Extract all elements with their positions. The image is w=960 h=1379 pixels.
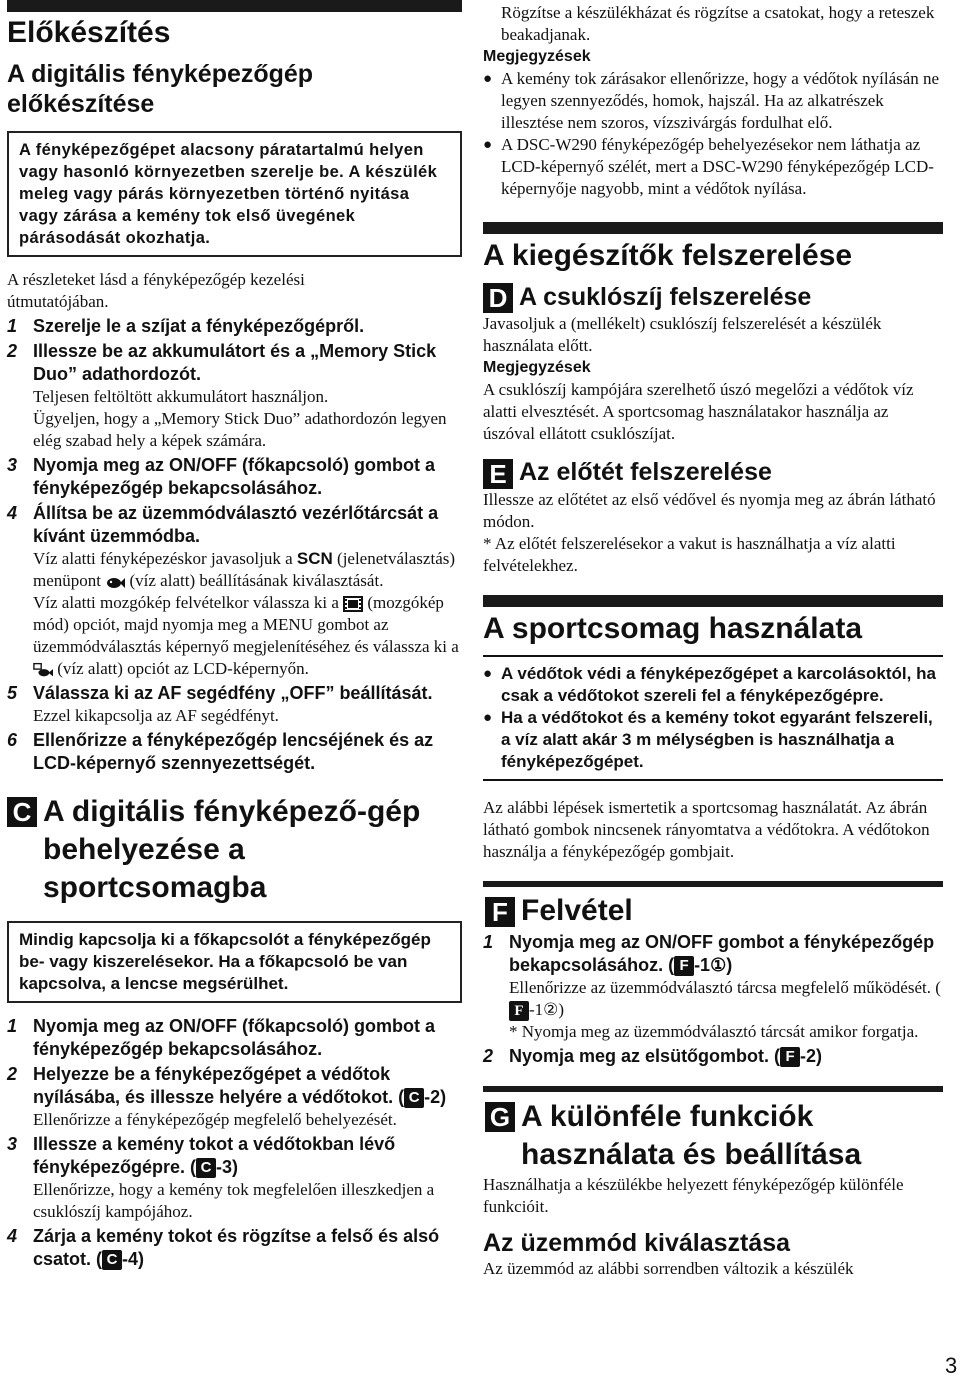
section-badge-g: G xyxy=(485,1102,515,1132)
c-step-4: 4 Zárja a kemény tokot és rögzítse a felső és alsó csatot. ( C -4) xyxy=(7,1226,440,1269)
right-column xyxy=(483,0,943,1280)
sport-bullet: ● Ha a védőtokot és a kemény tokot egyaránt felszereli, a víz alatt akár 3 m mélységben is használhatja a fényképezőgépet. xyxy=(483,707,933,771)
note-item: ● A kemény tok zárásakor ellenőrizze, hogy a védőtok nyílásán ne legyen szennyeződés, homok, hajszál. Ha az alkatrészek illesztése nem szoros, vízszivárgás fordulhat elő. xyxy=(483,69,940,132)
underwater-icon xyxy=(105,574,125,590)
step-3: 3 Nyomja meg az ON/OFF (főkapcsoló) gombot a fényképezőgép bekapcsolásához. xyxy=(7,455,436,498)
sport-pack-text: Az alábbi lépések ismertetik a sportcsomag használatát. Az ábrán látható gombok nincsenek rányomtatva a védőtokra. A védőtokon használja a fényképezőgép gombjait. xyxy=(483,797,930,861)
note-item: ● A DSC-W290 fényképezőgép behelyezésekor nem láthatja az LCD-képernyő szélét, mert a DSC-W290 fényképezőgép LCD-képernyője nagyobb, mint a védőtok nyílása. xyxy=(483,135,934,198)
c-step-1: 1 Nyomja meg az ON/OFF (főkapcsoló) gombot a fényképezőgép bekapcsolásához. xyxy=(7,1016,436,1059)
movie-mode-icon xyxy=(343,596,363,612)
section-f-heading: F Felvétel xyxy=(483,893,943,929)
section-rule xyxy=(483,881,943,887)
mode-select-text: Az üzemmód az alábbi sorrendben változik a készülék xyxy=(483,1258,854,1278)
sport-pack-title: A sportcsomag használata xyxy=(483,611,862,645)
notes-label: Megjegyzések xyxy=(483,48,591,65)
c-step-3: 3 Illessze a kemény tokot a védőtokban lévő fényképezőgépre. ( C -3) Ellenőrizze, hogy a kemény tok megfelelően illeszkedjen a csuklószíj kampójához. xyxy=(7,1134,435,1221)
top-rule xyxy=(7,0,462,12)
adapter-note: * Az előtét felszerelésekor a vakut is használhatja a víz alatti felvételekhez. xyxy=(483,533,896,575)
section-badge-f: F xyxy=(485,897,515,927)
step-4-para-2: Víz alatti mozgókép felvételkor válassza ki a (mozgókép mód) opciót, majd nyomja meg a MENU gombot az üzemmódválasztás képernyő megjelenítéséhez és válassza ki a (víz alatt) opciót az LCD-képernyőn. xyxy=(33,593,459,678)
step-1: 1 Szerelje le a szíjat a fényképezőgépről. xyxy=(7,316,365,336)
page-title: Előkészítés xyxy=(7,16,171,49)
section-c-heading: C A digitális fényképező-gép behelyezése a sportcsomagba xyxy=(7,793,462,907)
accessories-title: A kiegészítők felszerelése xyxy=(483,239,853,272)
mode-select-title: Az üzemmód kiválasztása xyxy=(483,1228,791,1257)
underwater-movie-icon xyxy=(33,662,53,678)
section-heading-prep: A digitális fényképezőgép előkészítése xyxy=(7,60,314,118)
figure-ref-f: F xyxy=(780,1047,800,1067)
section-rule xyxy=(483,1086,943,1092)
f-step-1: 1 Nyomja meg az ON/OFF gombot a fényképezőgép bekapcsolásához. ( F -1①) Ellenőrizze az üzemmódválasztó tárcsa megfelelő működését. (F -1②) * Nyomja meg az üzemmódválasztó tárcsát amikor forgatja. xyxy=(483,931,941,1041)
step-6: 6 Ellenőrizze a fényképezőgép lencséjének és az LCD-képernyő szennyezettségét. xyxy=(7,730,434,773)
step-4-para-1: Víz alatti fényképezéskor javasoljuk a SCN (jelenetválasztás) menüpont (víz alatt) beállításának kiválasztását. xyxy=(33,549,456,590)
section-badge-d: D xyxy=(483,283,513,313)
intro-text: A részleteket lásd a fényképezőgép kezelési útmutatójában. xyxy=(7,270,305,311)
c-step-2: 2 Helyezze be a fényképezőgépet a védőtok nyílásába, és illessze helyére a védőtokot. ( C -2) Ellenőrizze a fényképezőgép megfelelő behelyezését. xyxy=(7,1064,447,1129)
scn-label: SCN xyxy=(296,549,333,568)
section-g-heading: G A különféle funkciók használata és beállítása xyxy=(483,1098,943,1174)
figure-ref-f: F xyxy=(509,1001,529,1021)
figure-ref-c: C xyxy=(404,1088,424,1108)
warning-box: A fényképezőgépet alacsony páratartalmú helyen vagy hasonló környezetben szerelje be. A készülék meleg vagy párás környezetben történő nyitása vagy zárása a kemény tok első üvegének párásodását okozhatja. xyxy=(7,131,462,257)
functions-text: Használhatja a készülékbe helyezett fényképezőgép különféle funkcióit. xyxy=(483,1174,904,1216)
section-rule xyxy=(483,595,943,607)
left-column xyxy=(7,0,462,1271)
power-off-warning-box: Mindig kapcsolja ki a főkapcsolót a fényképezőgép be- vagy kiszerelésekor. Ha a főkapcsoló be van kapcsolva, a lencse megsérülhet. xyxy=(7,921,462,1003)
section-e-heading: E Az előtét felszerelése xyxy=(483,457,943,488)
strap-note: A csuklószíj kampójára szerelhető úszó megelőzi a védőtok víz alatti elvesztését. A sportcsomag használatakor használja az úszóval ellátott csuklószíjat. xyxy=(483,380,914,444)
section-badge-e: E xyxy=(483,459,513,489)
f-step-2: 2 Nyomja meg az elsütőgombot. ( F -2) xyxy=(483,1045,823,1066)
section-badge-c: C xyxy=(7,797,37,827)
sport-bullet: ● A védőtok védi a fényképezőgépet a karcolásoktól, ha csak a védőtokot szereli fel a fényképezőgépre. xyxy=(483,663,936,705)
step-4: 4 Állítsa be az üzemmódválasztó vezérlőtárcsát a kívánt üzemmódba. Víz alatti fényképezéskor javasoljuk a SCN (jelenetválasztás) menüpont (víz alatt) beállításának kiválasztását. Víz alatti mozgókép felvételkor válassza ki a (mozgókép mód) opciót, majd nyomja meg a MENU gombot az üzemmódválasztás képernyő megjelenítéséhez és válassza ki a (víz alatt) opciót az LCD-képernyőn. xyxy=(7,502,462,680)
figure-ref-c: C xyxy=(196,1158,216,1178)
notes-label: Megjegyzések xyxy=(483,359,591,377)
figure-ref-c: C xyxy=(102,1250,122,1270)
latch-instruction: Rögzítse a készülékházat és rögzítse a csatokat, hogy a reteszek beakadjanak. xyxy=(501,3,935,44)
page-number: 3 xyxy=(945,1353,958,1378)
section-rule xyxy=(483,222,943,234)
step-2: 2 Illessze be az akkumulátort és a „Memory Stick Duo” adathordozót. Teljesen feltöltött akkumulátort használjon. Ügyeljen, hogy a „Memory Stick Duo” adathordozón legyen elég szabad hely a képek számára. xyxy=(7,341,447,450)
adapter-text: Illessze az előtétet az első védővel és nyomja meg az ábrán látható módon. xyxy=(483,489,936,531)
section-d-heading: D A csuklószíj felszerelése xyxy=(483,282,943,313)
figure-ref-f: F xyxy=(674,956,694,976)
sport-pack-box xyxy=(483,655,943,781)
step-5: 5 Válassza ki az AF segédfény „OFF” beállítását. Ezzel kikapcsolja az AF segédfényt. xyxy=(7,683,433,725)
strap-text: Javasoljuk a (mellékelt) csuklószíj felszerelését a készülék használata előtt. xyxy=(483,314,882,356)
